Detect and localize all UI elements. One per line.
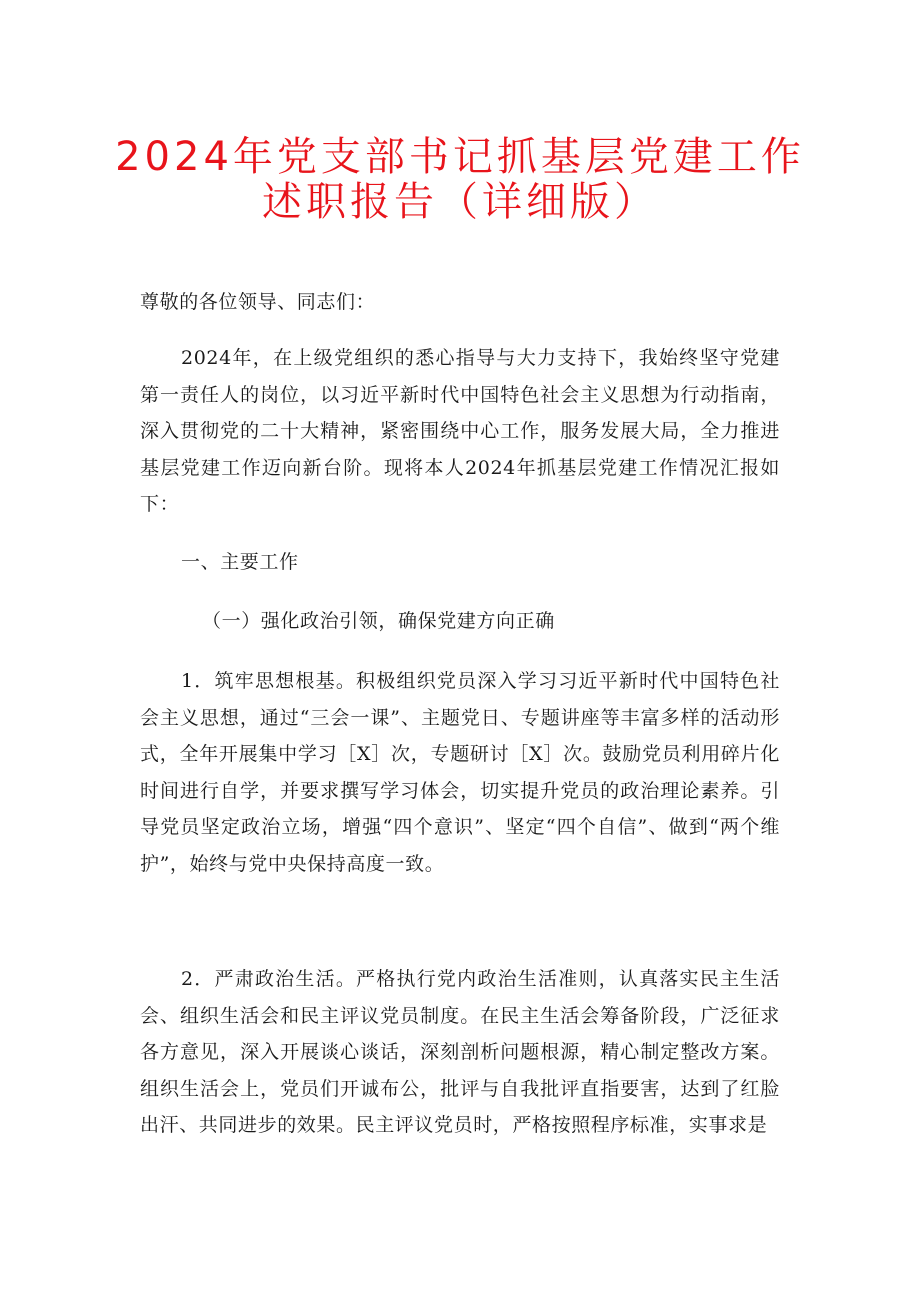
salutation: 尊敬的各位领导、同志们： (140, 291, 376, 313)
intro-paragraph: 2024年，在上级党组织的悉心指导与大力支持下，我始终坚守党建第一责任人的岗位，以习近平新时代中国特色社会主义思想为行动指南，深入贯彻党的二十大精神，紧密围绕中心工作，服务发展大局，全力推进基层党建工作迈向新台阶。现将本人2024年抓基层党建工作情况汇报如下： (140, 347, 780, 515)
subsection-heading: （一）强化政治引领，确保党建方向正确 (202, 610, 555, 632)
item-2-paragraph: 2．严肃政治生活。严格执行党内政治生活准则，认真落实民主生活会、组织生活会和民主评议党员制度。在民主生活会筹备阶段，广泛征求各方意见，深入开展谈心谈话，深刻剖析问题根源，精心制定整改方案。组织生活会上，党员们开诚布公，批评与自我批评直指要害，达到了红脸出汗、共同进步的效果。民主评议党员时，严格按照程序标准，实事求是 (140, 968, 780, 1136)
item-1-paragraph: 1．筑牢思想根基。积极组织党员深入学习习近平新时代中国特色社会主义思想，通过“三会一课”、主题党日、专题讲座等丰富多样的活动形式，全年开展集中学习［X］次，专题研讨［X］次。鼓励党员利用碎片化时间进行自学，并要求撰写学习体会，切实提升党员的政治理论素养。引导党员坚定政治立场，增强“四个意识”、坚定“四个自信”、做到“两个维护”，始终与党中央保持高度一致。 (140, 670, 780, 875)
section-heading: 一、主要工作 (181, 551, 299, 573)
document-title-line-2: 述职报告（详细版） (262, 179, 658, 225)
document-title-line-1: 2024年党支部书记抓基层党建工作 (115, 134, 805, 180)
